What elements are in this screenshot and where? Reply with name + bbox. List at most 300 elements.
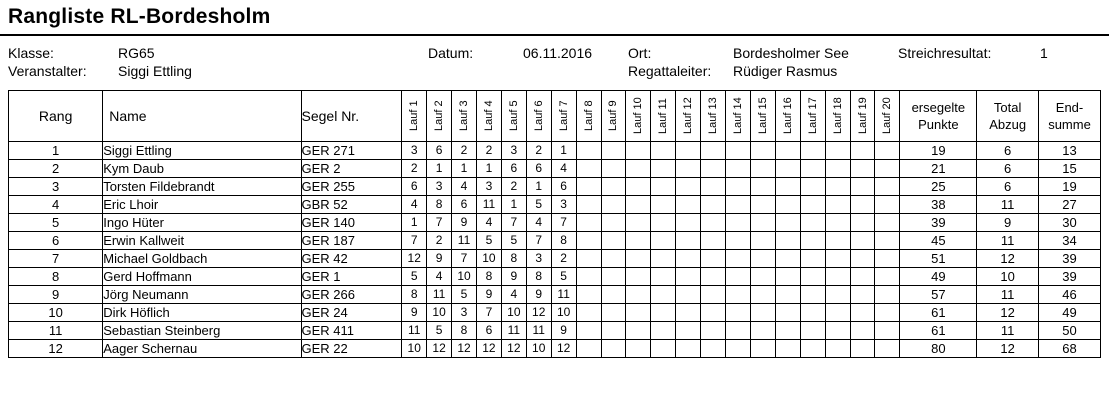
end-line2: summe [1048, 117, 1091, 132]
col-lauf-15 [750, 91, 775, 142]
cell-lauf-9 [601, 250, 626, 268]
cell-lauf-8 [576, 322, 601, 340]
cell-total-abzug: 11 [977, 232, 1039, 250]
cell-lauf-7: 2 [551, 250, 576, 268]
cell-lauf-7: 8 [551, 232, 576, 250]
cell-name: Sebastian Steinberg [103, 322, 301, 340]
cell-lauf-15 [750, 232, 775, 250]
cell-name: Siggi Ettling [103, 142, 301, 160]
table-row [9, 286, 1101, 304]
cell-lauf-8 [576, 196, 601, 214]
klasse-label: Klasse: [8, 45, 54, 61]
cell-endsumme: 39 [1039, 268, 1101, 286]
cell-lauf-1: 1 [402, 214, 427, 232]
cell-lauf-6: 11 [526, 322, 551, 340]
cell-segel-nr: GER 255 [301, 178, 402, 196]
cell-lauf-15 [750, 322, 775, 340]
cell-lauf-13 [701, 340, 726, 358]
cell-lauf-10 [626, 340, 651, 358]
cell-ersegelte-punkte: 80 [900, 340, 977, 358]
cell-rang: 5 [9, 214, 103, 232]
cell-lauf-12 [676, 250, 701, 268]
cell-lauf-1: 12 [402, 250, 427, 268]
col-lauf-19 [850, 91, 875, 142]
cell-lauf-20 [875, 232, 900, 250]
cell-lauf-15 [750, 340, 775, 358]
col-lauf-4-label: Lauf 4 [482, 100, 495, 132]
cell-endsumme: 13 [1039, 142, 1101, 160]
cell-lauf-20 [875, 178, 900, 196]
cell-lauf-15 [750, 178, 775, 196]
cell-total-abzug: 12 [977, 250, 1039, 268]
cell-lauf-3: 7 [452, 250, 477, 268]
cell-lauf-1: 3 [402, 142, 427, 160]
cell-lauf-2: 8 [427, 196, 452, 214]
cell-lauf-4: 5 [476, 232, 501, 250]
cell-lauf-1: 7 [402, 232, 427, 250]
cell-lauf-15 [750, 250, 775, 268]
col-segel: Segel Nr. [301, 91, 402, 142]
cell-endsumme: 68 [1039, 340, 1101, 358]
cell-lauf-8 [576, 178, 601, 196]
cell-lauf-11 [651, 214, 676, 232]
cell-lauf-3: 12 [452, 340, 477, 358]
cell-lauf-20 [875, 160, 900, 178]
cell-rang: 2 [9, 160, 103, 178]
cell-name: Torsten Fildebrandt [103, 178, 301, 196]
cell-total-abzug: 6 [977, 142, 1039, 160]
col-lauf-18 [825, 91, 850, 142]
cell-lauf-12 [676, 232, 701, 250]
cell-lauf-7: 12 [551, 340, 576, 358]
cell-lauf-4: 6 [476, 322, 501, 340]
cell-lauf-13 [701, 304, 726, 322]
cell-lauf-19 [850, 304, 875, 322]
cell-lauf-2: 12 [427, 340, 452, 358]
cell-lauf-7: 7 [551, 214, 576, 232]
cell-lauf-12 [676, 196, 701, 214]
table-row [9, 322, 1101, 340]
cell-lauf-1: 2 [402, 160, 427, 178]
col-lauf-20 [875, 91, 900, 142]
cell-endsumme: 46 [1039, 286, 1101, 304]
cell-lauf-5: 6 [501, 160, 526, 178]
header-row [9, 91, 1101, 142]
cell-lauf-5: 4 [501, 286, 526, 304]
cell-lauf-8 [576, 304, 601, 322]
cell-rang: 6 [9, 232, 103, 250]
col-lauf-15-label: Lauf 15 [756, 97, 769, 135]
cell-lauf-6: 7 [526, 232, 551, 250]
cell-lauf-20 [875, 214, 900, 232]
cell-lauf-5: 7 [501, 214, 526, 232]
col-lauf-10-label: Lauf 10 [632, 97, 645, 135]
cell-lauf-9 [601, 268, 626, 286]
cell-ersegelte-punkte: 61 [900, 304, 977, 322]
cell-lauf-6: 8 [526, 268, 551, 286]
cell-total-abzug: 12 [977, 340, 1039, 358]
cell-lauf-12 [676, 178, 701, 196]
cell-lauf-18 [825, 286, 850, 304]
cell-lauf-10 [626, 214, 651, 232]
cell-lauf-18 [825, 322, 850, 340]
cell-lauf-19 [850, 286, 875, 304]
cell-lauf-8 [576, 268, 601, 286]
cell-lauf-20 [875, 250, 900, 268]
cell-lauf-9 [601, 232, 626, 250]
cell-endsumme: 49 [1039, 304, 1101, 322]
cell-lauf-7: 11 [551, 286, 576, 304]
cell-segel-nr: GER 22 [301, 340, 402, 358]
cell-lauf-16 [775, 286, 800, 304]
cell-lauf-13 [701, 178, 726, 196]
col-lauf-9-label: Lauf 9 [607, 100, 620, 132]
cell-lauf-14 [726, 322, 751, 340]
cell-lauf-17 [800, 232, 825, 250]
cell-lauf-16 [775, 178, 800, 196]
cell-total-abzug: 12 [977, 304, 1039, 322]
cell-name: Gerd Hoffmann [103, 268, 301, 286]
col-lauf-17-label: Lauf 17 [806, 97, 819, 135]
cell-lauf-18 [825, 268, 850, 286]
regattaleiter-value: Rüdiger Rasmus [733, 63, 838, 79]
cell-lauf-13 [701, 322, 726, 340]
col-lauf-6 [526, 91, 551, 142]
cell-ersegelte-punkte: 61 [900, 322, 977, 340]
col-lauf-1 [402, 91, 427, 142]
cell-lauf-15 [750, 196, 775, 214]
cell-lauf-13 [701, 232, 726, 250]
col-lauf-11 [651, 91, 676, 142]
cell-lauf-14 [726, 286, 751, 304]
cell-name: Dirk Höflich [103, 304, 301, 322]
col-total-abzug [977, 91, 1039, 142]
cell-lauf-12 [676, 322, 701, 340]
cell-lauf-19 [850, 340, 875, 358]
cell-lauf-5: 1 [501, 196, 526, 214]
cell-lauf-6: 1 [526, 178, 551, 196]
cell-lauf-19 [850, 250, 875, 268]
cell-lauf-14 [726, 340, 751, 358]
cell-endsumme: 34 [1039, 232, 1101, 250]
cell-lauf-10 [626, 142, 651, 160]
cell-lauf-14 [726, 196, 751, 214]
cell-lauf-19 [850, 322, 875, 340]
cell-lauf-3: 1 [452, 160, 477, 178]
cell-lauf-1: 9 [402, 304, 427, 322]
cell-lauf-6: 9 [526, 286, 551, 304]
col-lauf-16-label: Lauf 16 [781, 97, 794, 135]
col-lauf-12-label: Lauf 12 [682, 97, 695, 135]
cell-lauf-11 [651, 232, 676, 250]
datum-label: Datum: [428, 45, 474, 61]
regattaleiter-label: Regattaleiter: [628, 63, 712, 79]
table-row [9, 178, 1101, 196]
col-lauf-2-label: Lauf 2 [433, 100, 446, 132]
veranstalter-label: Veranstalter: [8, 63, 87, 79]
cell-lauf-18 [825, 304, 850, 322]
cell-lauf-12 [676, 160, 701, 178]
cell-lauf-14 [726, 268, 751, 286]
cell-lauf-17 [800, 268, 825, 286]
cell-lauf-14 [726, 304, 751, 322]
cell-lauf-20 [875, 340, 900, 358]
cell-lauf-10 [626, 250, 651, 268]
cell-lauf-13 [701, 286, 726, 304]
cell-name: Erwin Kallweit [103, 232, 301, 250]
cell-segel-nr: GER 266 [301, 286, 402, 304]
cell-lauf-10 [626, 160, 651, 178]
cell-lauf-15 [750, 286, 775, 304]
cell-total-abzug: 6 [977, 178, 1039, 196]
cell-lauf-7: 4 [551, 160, 576, 178]
cell-lauf-8 [576, 214, 601, 232]
ersegelte-line1: ersegelte [911, 100, 966, 115]
cell-lauf-18 [825, 340, 850, 358]
ort-value: Bordesholmer See [733, 45, 849, 61]
cell-lauf-3: 11 [452, 232, 477, 250]
cell-lauf-20 [875, 286, 900, 304]
cell-lauf-10 [626, 268, 651, 286]
cell-lauf-3: 9 [452, 214, 477, 232]
cell-lauf-5: 9 [501, 268, 526, 286]
cell-lauf-7: 3 [551, 196, 576, 214]
col-lauf-14-label: Lauf 14 [731, 97, 744, 135]
cell-lauf-10 [626, 232, 651, 250]
cell-lauf-13 [701, 142, 726, 160]
cell-lauf-16 [775, 142, 800, 160]
cell-lauf-2: 2 [427, 232, 452, 250]
cell-lauf-17 [800, 160, 825, 178]
cell-lauf-3: 4 [452, 178, 477, 196]
cell-lauf-19 [850, 160, 875, 178]
cell-lauf-4: 7 [476, 304, 501, 322]
cell-rang: 8 [9, 268, 103, 286]
cell-lauf-19 [850, 178, 875, 196]
cell-lauf-15 [750, 160, 775, 178]
cell-lauf-10 [626, 196, 651, 214]
cell-lauf-19 [850, 232, 875, 250]
cell-total-abzug: 11 [977, 322, 1039, 340]
cell-endsumme: 27 [1039, 196, 1101, 214]
cell-lauf-9 [601, 304, 626, 322]
cell-lauf-4: 8 [476, 268, 501, 286]
cell-lauf-14 [726, 178, 751, 196]
cell-lauf-2: 6 [427, 142, 452, 160]
cell-lauf-14 [726, 214, 751, 232]
meta-row-2 [8, 62, 1101, 80]
cell-lauf-14 [726, 232, 751, 250]
col-lauf-20-label: Lauf 20 [881, 97, 894, 135]
cell-ersegelte-punkte: 51 [900, 250, 977, 268]
cell-endsumme: 39 [1039, 250, 1101, 268]
klasse-value: RG65 [118, 45, 155, 61]
table-row [9, 214, 1101, 232]
cell-lauf-11 [651, 286, 676, 304]
col-lauf-7 [551, 91, 576, 142]
page-title: Rangliste RL-Bordesholm [8, 5, 271, 28]
cell-lauf-13 [701, 250, 726, 268]
cell-lauf-2: 3 [427, 178, 452, 196]
cell-lauf-9 [601, 160, 626, 178]
cell-lauf-4: 2 [476, 142, 501, 160]
cell-lauf-3: 5 [452, 286, 477, 304]
cell-lauf-11 [651, 268, 676, 286]
cell-lauf-17 [800, 304, 825, 322]
cell-lauf-7: 10 [551, 304, 576, 322]
cell-lauf-3: 10 [452, 268, 477, 286]
cell-lauf-11 [651, 178, 676, 196]
cell-ersegelte-punkte: 21 [900, 160, 977, 178]
cell-lauf-9 [601, 286, 626, 304]
cell-rang: 1 [9, 142, 103, 160]
table-row [9, 268, 1101, 286]
col-lauf-8 [576, 91, 601, 142]
cell-total-abzug: 11 [977, 196, 1039, 214]
cell-lauf-6: 12 [526, 304, 551, 322]
cell-lauf-1: 10 [402, 340, 427, 358]
cell-lauf-18 [825, 178, 850, 196]
cell-rang: 12 [9, 340, 103, 358]
cell-lauf-16 [775, 214, 800, 232]
cell-lauf-19 [850, 214, 875, 232]
cell-lauf-5: 11 [501, 322, 526, 340]
cell-lauf-5: 12 [501, 340, 526, 358]
cell-lauf-4: 3 [476, 178, 501, 196]
cell-segel-nr: GER 2 [301, 160, 402, 178]
cell-name: Michael Goldbach [103, 250, 301, 268]
cell-lauf-7: 9 [551, 322, 576, 340]
cell-lauf-16 [775, 250, 800, 268]
cell-segel-nr: GER 42 [301, 250, 402, 268]
cell-segel-nr: GER 24 [301, 304, 402, 322]
cell-lauf-20 [875, 322, 900, 340]
col-lauf-10 [626, 91, 651, 142]
col-lauf-13-label: Lauf 13 [707, 97, 720, 135]
cell-lauf-12 [676, 268, 701, 286]
cell-endsumme: 15 [1039, 160, 1101, 178]
cell-ersegelte-punkte: 39 [900, 214, 977, 232]
cell-lauf-17 [800, 250, 825, 268]
streichresultat-label: Streichresultat: [898, 45, 992, 61]
col-lauf-19-label: Lauf 19 [856, 97, 869, 135]
table-row [9, 160, 1101, 178]
cell-lauf-16 [775, 160, 800, 178]
cell-ersegelte-punkte: 19 [900, 142, 977, 160]
meta-block [0, 36, 1109, 84]
cell-endsumme: 19 [1039, 178, 1101, 196]
cell-lauf-2: 9 [427, 250, 452, 268]
cell-lauf-13 [701, 196, 726, 214]
cell-lauf-4: 12 [476, 340, 501, 358]
cell-segel-nr: GER 1 [301, 268, 402, 286]
cell-lauf-9 [601, 196, 626, 214]
cell-lauf-9 [601, 142, 626, 160]
cell-rang: 10 [9, 304, 103, 322]
cell-lauf-16 [775, 340, 800, 358]
cell-lauf-12 [676, 304, 701, 322]
cell-lauf-2: 11 [427, 286, 452, 304]
cell-lauf-16 [775, 268, 800, 286]
cell-lauf-17 [800, 178, 825, 196]
cell-lauf-3: 8 [452, 322, 477, 340]
table-row [9, 304, 1101, 322]
table-row [9, 232, 1101, 250]
cell-lauf-17 [800, 214, 825, 232]
cell-name: Aager Schernau [103, 340, 301, 358]
cell-lauf-6: 2 [526, 142, 551, 160]
cell-lauf-9 [601, 178, 626, 196]
col-lauf-7-label: Lauf 7 [557, 100, 570, 132]
end-line1: End- [1055, 100, 1084, 115]
cell-lauf-11 [651, 160, 676, 178]
col-lauf-3-label: Lauf 3 [458, 100, 471, 132]
col-lauf-13 [701, 91, 726, 142]
cell-total-abzug: 11 [977, 286, 1039, 304]
cell-lauf-20 [875, 142, 900, 160]
cell-rang: 11 [9, 322, 103, 340]
cell-lauf-7: 1 [551, 142, 576, 160]
cell-lauf-19 [850, 268, 875, 286]
cell-lauf-18 [825, 142, 850, 160]
cell-lauf-2: 5 [427, 322, 452, 340]
cell-lauf-11 [651, 322, 676, 340]
cell-lauf-8 [576, 340, 601, 358]
cell-lauf-5: 8 [501, 250, 526, 268]
cell-lauf-18 [825, 160, 850, 178]
cell-lauf-5: 5 [501, 232, 526, 250]
cell-lauf-4: 4 [476, 214, 501, 232]
col-lauf-16 [775, 91, 800, 142]
cell-lauf-3: 3 [452, 304, 477, 322]
table-row [9, 340, 1101, 358]
cell-lauf-1: 4 [402, 196, 427, 214]
table-row [9, 250, 1101, 268]
cell-lauf-6: 6 [526, 160, 551, 178]
table-body [9, 142, 1101, 358]
cell-ersegelte-punkte: 45 [900, 232, 977, 250]
cell-lauf-9 [601, 214, 626, 232]
cell-lauf-10 [626, 286, 651, 304]
cell-lauf-14 [726, 250, 751, 268]
cell-lauf-17 [800, 286, 825, 304]
cell-segel-nr: GER 140 [301, 214, 402, 232]
cell-rang: 3 [9, 178, 103, 196]
col-endsumme [1039, 91, 1101, 142]
cell-lauf-16 [775, 232, 800, 250]
ersegelte-line2: Punkte [918, 117, 959, 132]
cell-lauf-16 [775, 322, 800, 340]
cell-lauf-5: 2 [501, 178, 526, 196]
cell-lauf-4: 10 [476, 250, 501, 268]
cell-lauf-15 [750, 214, 775, 232]
cell-lauf-19 [850, 196, 875, 214]
cell-name: Eric Lhoir [103, 196, 301, 214]
cell-name: Ingo Hüter [103, 214, 301, 232]
cell-lauf-11 [651, 304, 676, 322]
cell-lauf-18 [825, 214, 850, 232]
col-lauf-6-label: Lauf 6 [532, 100, 545, 132]
col-lauf-11-label: Lauf 11 [657, 98, 670, 134]
cell-lauf-16 [775, 196, 800, 214]
cell-lauf-4: 1 [476, 160, 501, 178]
cell-lauf-2: 4 [427, 268, 452, 286]
col-lauf-17 [800, 91, 825, 142]
cell-rang: 7 [9, 250, 103, 268]
cell-name: Kym Daub [103, 160, 301, 178]
cell-lauf-3: 2 [452, 142, 477, 160]
cell-lauf-4: 11 [476, 196, 501, 214]
